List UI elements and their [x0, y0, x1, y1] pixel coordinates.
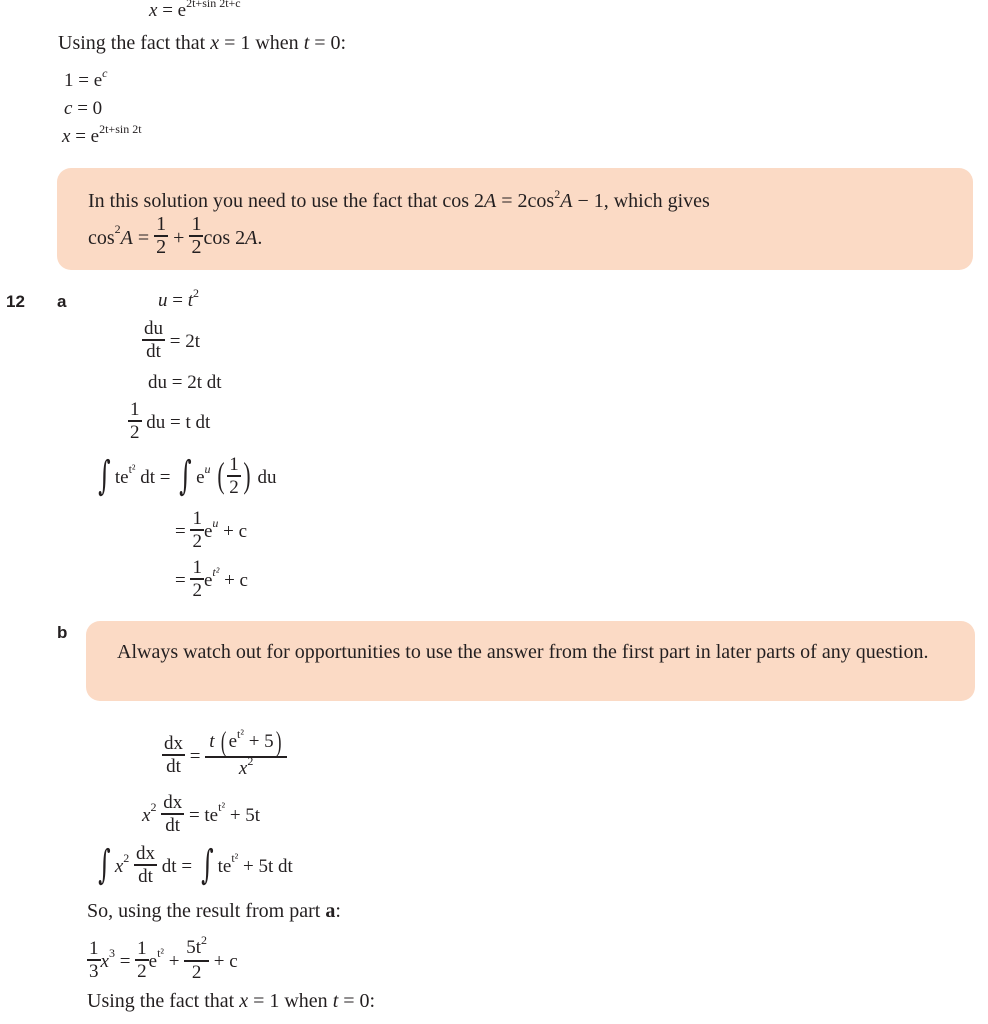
exponent: 2	[247, 754, 254, 768]
equals: =	[132, 226, 155, 249]
text: dt	[157, 856, 177, 877]
eq-half-du	[128, 401, 210, 445]
text: e	[203, 521, 213, 542]
text: Using the fact that	[58, 32, 211, 54]
integral-sign: ∫	[98, 842, 111, 888]
denominator: dt	[146, 341, 161, 362]
eq-x2-dxdt	[142, 794, 260, 838]
tip-text: Always watch out for opportunities to use the answer from the first part in later parts of any question.	[117, 641, 929, 663]
equals: =	[171, 372, 183, 393]
numerator: dx	[136, 843, 156, 864]
text: e	[148, 951, 158, 972]
denominator: dt	[165, 815, 181, 836]
equals: =	[169, 331, 181, 352]
numerator: dx	[164, 733, 183, 754]
condition-text	[58, 32, 346, 55]
text: + 5t dt	[238, 856, 293, 877]
eq-integral-both-sides	[94, 842, 293, 889]
exponent: 2	[150, 799, 157, 814]
fraction-half	[227, 454, 241, 498]
equals: =	[181, 856, 193, 877]
equation-x-solution	[62, 122, 142, 148]
text: = 2cos	[496, 190, 555, 212]
var-u: u	[158, 290, 168, 311]
var-A: A	[560, 190, 573, 212]
eq-du-2tdt	[148, 372, 222, 394]
denominator: dt	[166, 756, 181, 777]
equation-1-eq-ec	[64, 66, 108, 92]
text: t dt	[185, 412, 211, 433]
text: cos	[88, 226, 115, 249]
text: du	[148, 372, 167, 393]
equation-c-zero	[64, 98, 102, 120]
var-A: A	[484, 190, 497, 212]
equals: =	[188, 805, 200, 826]
text: = 1 when	[219, 32, 304, 54]
exponent: 3	[108, 945, 115, 960]
denominator: dt	[138, 866, 153, 887]
numerator: 1	[156, 213, 167, 235]
fraction-half	[135, 938, 149, 982]
var-A: A	[245, 226, 258, 249]
numerator: 1	[137, 938, 147, 959]
fraction-du-dt	[142, 318, 165, 362]
text: = 0:	[338, 990, 376, 1012]
part-label-b: b	[57, 623, 68, 642]
text: + 5t	[225, 805, 261, 826]
text: du	[257, 467, 277, 488]
text: e	[228, 731, 238, 752]
text: 1 = e	[64, 70, 103, 91]
var-x: x	[142, 805, 151, 826]
exponent: c	[102, 66, 108, 80]
exponent: 2t+sin 2t+c	[186, 0, 241, 10]
var-x: x	[149, 0, 158, 21]
equals: =	[162, 0, 173, 21]
fraction-rhs	[205, 726, 287, 781]
exponent: 2	[201, 933, 208, 947]
tip-line-1	[88, 187, 710, 213]
numerator	[184, 933, 209, 962]
exponent: 2	[123, 850, 130, 865]
fraction-half	[190, 557, 204, 601]
exponent: t²	[237, 727, 244, 741]
numerator: 1	[89, 938, 99, 959]
eq-result-2	[175, 559, 248, 603]
text: e	[203, 570, 213, 591]
fraction-half	[190, 508, 204, 552]
text: te	[114, 467, 129, 488]
text: cos 2	[203, 226, 246, 249]
text: + c	[219, 570, 248, 591]
exponent: 2t+sin 2t	[99, 122, 142, 136]
equals: =	[175, 570, 186, 591]
var-c: c	[64, 98, 73, 119]
equals: =	[172, 290, 183, 311]
text: dt	[135, 467, 156, 488]
equals: =	[175, 521, 186, 542]
denominator: 2	[192, 580, 202, 601]
fraction-dx-dt	[162, 733, 185, 777]
denominator: 2	[156, 236, 167, 258]
question-number: 12	[6, 292, 25, 311]
equals: =	[189, 746, 201, 767]
exponent: t²	[212, 564, 220, 579]
text: te	[204, 805, 219, 826]
fraction-half	[128, 399, 142, 443]
var-t: t	[187, 290, 193, 311]
integral-sign: ∫	[179, 453, 192, 499]
so-using-text	[87, 900, 341, 923]
numerator: 1	[130, 399, 140, 420]
numerator: 1	[229, 454, 239, 475]
text: = 1 when	[248, 990, 333, 1012]
eq-u-t2	[158, 286, 199, 312]
denominator: 2	[192, 531, 202, 552]
text: .	[257, 226, 263, 249]
text: = 0	[72, 98, 103, 119]
var-t: t	[209, 731, 215, 752]
left-paren: (	[221, 726, 227, 758]
text: So, using the result from part	[87, 900, 326, 922]
denominator: 3	[89, 961, 99, 982]
integral-sign: ∫	[98, 453, 111, 499]
left-paren: (	[217, 455, 225, 495]
fraction-half	[154, 214, 168, 258]
denominator: 2	[130, 422, 140, 443]
denominator: 2	[191, 236, 202, 258]
denominator: 2	[229, 477, 239, 498]
text: 2t	[185, 331, 200, 352]
text: = 0:	[309, 32, 347, 54]
var-x: x	[238, 758, 248, 779]
equals: =	[170, 412, 181, 433]
numerator: 1	[192, 557, 202, 578]
right-paren: )	[275, 726, 282, 758]
part-label-a: a	[57, 292, 67, 311]
part-ref: a	[325, 900, 336, 922]
exponent: t²	[128, 461, 136, 476]
fraction-dx-dt	[161, 792, 184, 836]
eq-result-1	[175, 510, 247, 554]
denominator: 2	[137, 961, 147, 982]
plus: +	[168, 226, 190, 249]
text: + c	[209, 951, 238, 972]
numerator: du	[144, 318, 163, 339]
right-paren: )	[243, 455, 251, 495]
eq-du-dt	[142, 320, 200, 364]
var-x: x	[210, 32, 220, 54]
text: te	[217, 856, 232, 877]
equals: =	[159, 467, 171, 488]
text: = e	[70, 126, 100, 147]
var-x: x	[114, 856, 124, 877]
text: + 5	[243, 731, 274, 752]
text: du	[146, 412, 166, 433]
var-x: x	[239, 990, 249, 1012]
var-t: t	[332, 990, 339, 1012]
tip-line-2	[88, 213, 263, 260]
exponent: 2	[114, 221, 121, 236]
equals: =	[119, 951, 131, 972]
text: 2t dt	[187, 372, 222, 393]
fraction-third	[87, 938, 101, 982]
var-A: A	[120, 226, 133, 249]
text: e	[196, 467, 205, 488]
fraction-5t2-over-2	[184, 933, 209, 983]
equation-x-general	[149, 0, 241, 22]
text: 5t	[186, 937, 202, 958]
exponent: 2	[554, 187, 561, 201]
text: + c	[218, 521, 248, 542]
exponent: 2	[193, 286, 199, 300]
denominator: 2	[191, 962, 202, 983]
text: − 1, which gives	[572, 190, 710, 212]
exp-base: e	[177, 0, 187, 21]
exponent: u	[212, 515, 219, 530]
var-x: x	[100, 951, 109, 972]
text: In this solution you need to use the fact that cos 2	[88, 190, 485, 212]
eq-dx-dt	[162, 726, 287, 783]
eq-integral-substitution	[94, 453, 277, 500]
var-x: x	[62, 126, 71, 147]
numerator: 1	[192, 508, 202, 529]
text: :	[335, 900, 341, 922]
numerator: 1	[191, 213, 202, 235]
integral-sign: ∫	[200, 842, 214, 888]
exponent: u	[204, 461, 211, 476]
var-t: t	[303, 32, 310, 54]
eq-integrated: $\frac{1}{3}$ x $^3$ = $\frac{1}{2}$ e $^{t^2}$ + $\frac{5t^2}{2}$ + c	[89, 933, 238, 983]
numerator: dx	[163, 792, 183, 813]
exponent: t²	[157, 945, 165, 960]
text: Using the fact that	[87, 990, 240, 1012]
fraction-dx-dt	[134, 843, 157, 887]
exponent: t²	[231, 850, 239, 865]
fraction-half	[189, 214, 203, 258]
condition-text-2	[87, 990, 375, 1013]
denominator	[205, 754, 287, 781]
exponent: t²	[218, 799, 226, 814]
